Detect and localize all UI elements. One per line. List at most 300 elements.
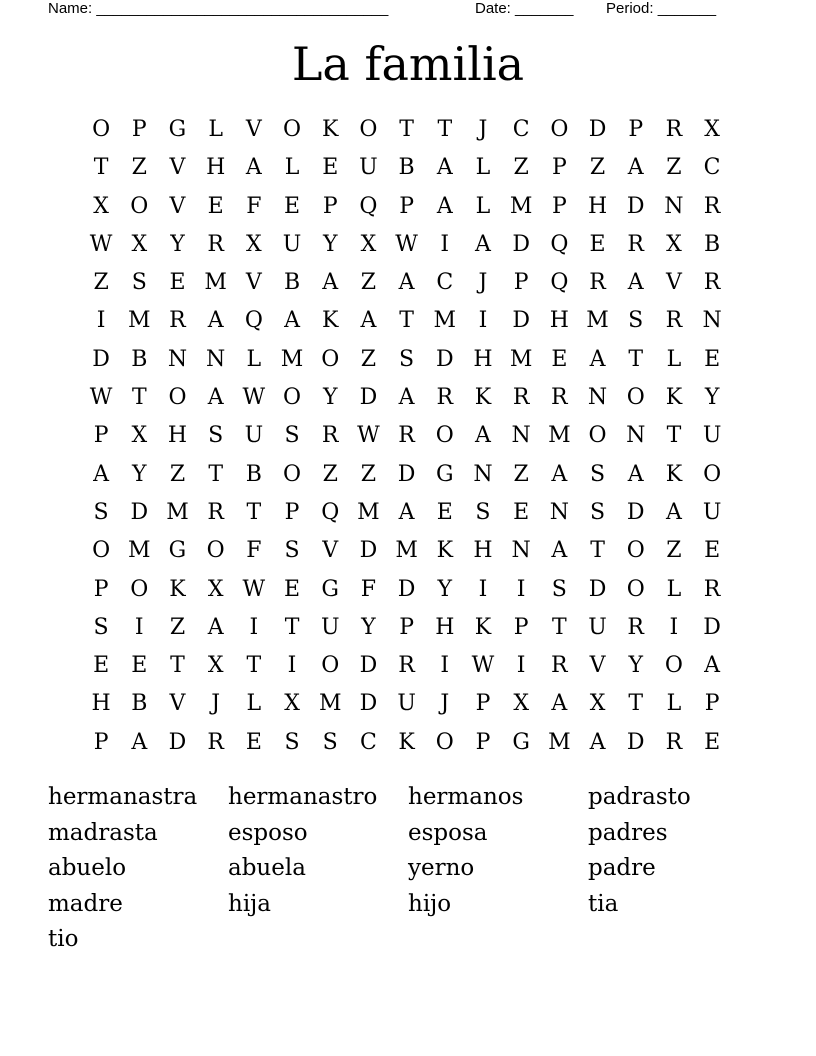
grid-letter[interactable]: T bbox=[246, 499, 262, 525]
grid-letter[interactable]: I bbox=[440, 653, 450, 679]
grid-letter[interactable]: W bbox=[357, 423, 380, 449]
grid-letter[interactable]: T bbox=[399, 308, 414, 334]
grid-letter[interactable]: A bbox=[436, 155, 453, 181]
grid-letter[interactable]: A bbox=[398, 385, 415, 411]
grid-letter[interactable]: O bbox=[664, 653, 683, 679]
word-list-item: abuela bbox=[228, 855, 306, 881]
grid-letter[interactable]: I bbox=[440, 231, 450, 257]
grid-letter[interactable]: T bbox=[628, 346, 644, 372]
grid-letter[interactable]: X bbox=[704, 117, 720, 142]
grid-letter[interactable]: A bbox=[436, 193, 453, 219]
grid-letter[interactable]: U bbox=[397, 691, 416, 717]
grid-letter[interactable]: O bbox=[206, 538, 225, 564]
grid-letter[interactable]: X bbox=[360, 231, 377, 257]
grid-letter[interactable]: Q bbox=[550, 270, 569, 296]
grid-letter[interactable]: L bbox=[208, 117, 223, 142]
grid-letter[interactable]: S bbox=[131, 270, 147, 296]
grid-letter[interactable]: D bbox=[397, 576, 416, 602]
grid-letter[interactable]: S bbox=[475, 499, 491, 525]
grid-letter[interactable]: I bbox=[134, 614, 144, 640]
grid-letter[interactable]: D bbox=[703, 614, 721, 640]
grid-letter[interactable]: T bbox=[284, 614, 300, 640]
grid-letter[interactable]: Z bbox=[666, 155, 682, 181]
grid-letter[interactable]: I bbox=[478, 308, 488, 334]
grid-letter[interactable]: Z bbox=[360, 346, 377, 372]
grid-letter[interactable]: G bbox=[435, 461, 454, 487]
word-list-item: hermanastro bbox=[228, 784, 378, 810]
grid-letter[interactable]: W bbox=[242, 385, 266, 411]
grid-letter[interactable]: U bbox=[702, 499, 722, 525]
grid-letter[interactable]: O bbox=[92, 117, 111, 142]
grid-letter[interactable]: I bbox=[287, 653, 297, 679]
grid-letter[interactable]: Y bbox=[132, 461, 147, 487]
grid-letter[interactable]: O bbox=[359, 117, 378, 142]
grid-row bbox=[82, 456, 731, 494]
grid-letter[interactable]: T bbox=[93, 155, 109, 181]
grid-letter[interactable]: R bbox=[665, 729, 683, 755]
grid-letter[interactable]: J bbox=[478, 270, 488, 296]
grid-letter[interactable]: P bbox=[551, 155, 567, 181]
grid-letter[interactable]: T bbox=[399, 117, 414, 142]
grid-letter[interactable]: D bbox=[168, 729, 187, 755]
grid-letter[interactable]: K bbox=[322, 117, 339, 142]
grid-letter[interactable]: U bbox=[588, 614, 607, 640]
name-field[interactable]: Name: ___________________________________ bbox=[48, 0, 389, 17]
grid-letter[interactable]: A bbox=[398, 499, 415, 525]
grid-letter[interactable]: E bbox=[704, 346, 721, 372]
grid-letter[interactable]: M bbox=[433, 308, 457, 334]
grid-letter[interactable]: Z bbox=[589, 155, 606, 181]
grid-letter[interactable]: V bbox=[169, 193, 186, 219]
grid-letter[interactable]: M bbox=[548, 423, 571, 449]
grid-letter[interactable]: P bbox=[284, 499, 300, 525]
grid-letter[interactable]: U bbox=[359, 155, 378, 181]
grid-letter[interactable]: E bbox=[169, 270, 186, 296]
grid-letter[interactable]: I bbox=[516, 653, 526, 679]
grid-letter[interactable]: R bbox=[398, 423, 415, 449]
grid-letter[interactable]: F bbox=[246, 193, 262, 219]
grid-letter[interactable]: I bbox=[249, 614, 259, 640]
grid-letter[interactable]: K bbox=[474, 385, 492, 411]
grid-letter[interactable]: T bbox=[131, 385, 147, 411]
grid-letter[interactable]: A bbox=[627, 270, 644, 296]
grid-letter[interactable]: W bbox=[89, 385, 113, 411]
grid-letter[interactable]: O bbox=[168, 385, 187, 411]
grid-letter[interactable]: L bbox=[475, 155, 491, 181]
grid-letter[interactable]: A bbox=[360, 308, 377, 334]
grid-letter[interactable]: F bbox=[360, 576, 377, 602]
grid-letter[interactable]: R bbox=[627, 614, 644, 640]
grid-letter[interactable]: E bbox=[589, 231, 606, 257]
grid-letter[interactable]: V bbox=[589, 653, 606, 679]
grid-letter[interactable]: T bbox=[628, 691, 644, 717]
date-field[interactable]: Date: _______ bbox=[475, 0, 574, 17]
grid-letter[interactable]: M bbox=[128, 538, 151, 564]
grid-letter[interactable]: I bbox=[516, 576, 526, 602]
grid-letter[interactable]: R bbox=[207, 729, 224, 755]
grid-letter[interactable]: O bbox=[283, 385, 302, 411]
grid-letter[interactable]: Q bbox=[550, 231, 569, 257]
grid-letter[interactable]: A bbox=[131, 729, 148, 755]
grid-letter[interactable]: Z bbox=[360, 270, 377, 296]
grid-letter[interactable]: G bbox=[168, 538, 187, 564]
grid-letter[interactable]: E bbox=[436, 499, 453, 525]
grid-row bbox=[82, 188, 731, 226]
grid-letter[interactable]: T bbox=[170, 653, 185, 679]
grid-letter[interactable]: D bbox=[588, 117, 607, 142]
grid-letter[interactable]: X bbox=[207, 653, 224, 679]
grid-letter[interactable]: E bbox=[704, 729, 721, 755]
grid-letter[interactable]: S bbox=[208, 423, 224, 449]
grid-letter[interactable]: N bbox=[587, 385, 608, 411]
grid-letter[interactable]: M bbox=[509, 193, 533, 219]
grid-letter[interactable]: V bbox=[245, 270, 262, 296]
grid-letter[interactable]: G bbox=[168, 117, 187, 142]
grid-letter[interactable]: A bbox=[322, 270, 339, 296]
grid-letter[interactable]: S bbox=[589, 461, 606, 487]
grid-letter[interactable]: M bbox=[128, 308, 151, 334]
grid-letter[interactable]: X bbox=[666, 231, 682, 257]
grid-letter[interactable]: D bbox=[359, 691, 378, 717]
grid-letter[interactable]: N bbox=[473, 461, 493, 487]
grid-letter[interactable]: Z bbox=[93, 270, 109, 296]
grid-letter[interactable]: Z bbox=[513, 461, 529, 487]
grid-letter[interactable]: P bbox=[131, 117, 147, 142]
grid-letter[interactable]: R bbox=[169, 308, 186, 334]
grid-letter[interactable]: P bbox=[399, 614, 414, 640]
grid-letter[interactable]: L bbox=[666, 691, 682, 717]
grid-letter[interactable]: R bbox=[321, 423, 339, 449]
grid-letter[interactable]: V bbox=[665, 270, 682, 296]
grid-letter[interactable]: S bbox=[551, 576, 567, 602]
grid-letter[interactable]: V bbox=[322, 538, 339, 564]
grid-letter[interactable]: Y bbox=[361, 614, 376, 640]
grid-letter[interactable]: C bbox=[703, 155, 721, 181]
grid-letter[interactable]: A bbox=[207, 385, 224, 411]
grid-letter[interactable]: M bbox=[166, 499, 189, 525]
grid-letter[interactable]: M bbox=[509, 346, 533, 372]
grid-letter[interactable]: S bbox=[284, 423, 300, 449]
grid-letter[interactable]: K bbox=[474, 614, 492, 640]
grid-letter[interactable]: J bbox=[211, 691, 221, 717]
word-search-grid bbox=[82, 111, 731, 762]
grid-letter[interactable]: E bbox=[131, 653, 148, 679]
grid-letter[interactable]: R bbox=[436, 385, 454, 411]
grid-letter[interactable]: M bbox=[318, 691, 342, 717]
grid-letter[interactable]: Z bbox=[360, 461, 377, 487]
grid-letter[interactable]: R bbox=[551, 385, 568, 411]
grid-letter[interactable]: Y bbox=[437, 576, 453, 602]
grid-letter[interactable]: Y bbox=[322, 231, 338, 257]
grid-letter[interactable]: E bbox=[93, 653, 110, 679]
grid-letter[interactable]: N bbox=[626, 423, 646, 449]
grid-letter[interactable]: E bbox=[207, 193, 224, 219]
period-field[interactable]: Period: _______ bbox=[606, 0, 717, 17]
grid-letter[interactable]: K bbox=[436, 538, 453, 564]
grid-letter[interactable]: P bbox=[322, 193, 338, 219]
grid-letter[interactable]: Q bbox=[244, 308, 263, 334]
grid-letter[interactable]: A bbox=[207, 308, 224, 334]
grid-letter[interactable]: X bbox=[131, 423, 148, 449]
grid-letter[interactable]: N bbox=[206, 346, 226, 372]
grid-letter[interactable]: R bbox=[551, 653, 568, 679]
grid-letter[interactable]: H bbox=[167, 423, 188, 449]
grid-letter[interactable]: V bbox=[169, 155, 186, 181]
grid-letter[interactable]: A bbox=[284, 308, 300, 334]
grid-letter[interactable]: Q bbox=[359, 193, 378, 219]
grid-letter[interactable]: H bbox=[549, 308, 569, 334]
grid-letter[interactable]: R bbox=[703, 270, 721, 296]
grid-letter[interactable]: I bbox=[669, 614, 679, 640]
grid-letter[interactable]: D bbox=[512, 231, 530, 257]
grid-letter[interactable]: E bbox=[284, 576, 301, 602]
grid-letter[interactable]: Y bbox=[170, 231, 185, 257]
grid-letter[interactable]: T bbox=[552, 614, 567, 640]
grid-letter[interactable]: P bbox=[513, 270, 529, 296]
grid-letter[interactable]: J bbox=[478, 117, 488, 142]
grid-letter[interactable]: D bbox=[359, 538, 378, 564]
grid-letter[interactable]: C bbox=[436, 270, 454, 296]
grid-letter[interactable]: H bbox=[473, 346, 493, 372]
grid-letter[interactable]: T bbox=[437, 117, 453, 142]
grid-letter[interactable]: X bbox=[93, 193, 109, 219]
grid-letter[interactable]: O bbox=[321, 346, 340, 372]
grid-letter[interactable]: Z bbox=[666, 538, 682, 564]
grid-letter[interactable]: M bbox=[395, 538, 418, 564]
grid-letter[interactable]: L bbox=[666, 576, 682, 602]
grid-letter[interactable]: P bbox=[628, 117, 644, 142]
grid-letter[interactable]: R bbox=[398, 653, 415, 679]
grid-letter[interactable]: D bbox=[626, 729, 645, 755]
grid-letter[interactable]: A bbox=[551, 691, 568, 717]
grid-letter[interactable]: B bbox=[398, 155, 415, 181]
grid-letter[interactable]: A bbox=[475, 423, 491, 449]
grid-letter[interactable]: H bbox=[435, 614, 455, 640]
grid-letter[interactable]: O bbox=[550, 117, 569, 142]
grid-letter[interactable]: H bbox=[473, 538, 493, 564]
grid-letter[interactable]: P bbox=[93, 423, 109, 449]
grid-letter[interactable]: B bbox=[131, 691, 148, 717]
grid-letter[interactable]: W bbox=[242, 576, 266, 602]
grid-letter[interactable]: M bbox=[548, 729, 571, 755]
grid-letter[interactable]: O bbox=[130, 576, 149, 602]
grid-letter[interactable]: B bbox=[245, 461, 262, 487]
grid-letter[interactable]: T bbox=[208, 461, 223, 487]
grid-letter[interactable]: U bbox=[282, 231, 302, 257]
grid-letter[interactable]: U bbox=[320, 614, 340, 640]
grid-letter[interactable]: A bbox=[245, 155, 262, 181]
grid-letter[interactable]: L bbox=[246, 691, 262, 717]
grid-letter[interactable]: D bbox=[626, 499, 645, 525]
grid-letter[interactable]: H bbox=[206, 155, 226, 181]
grid-letter[interactable]: R bbox=[512, 385, 530, 411]
grid-letter[interactable]: S bbox=[284, 538, 300, 564]
grid-letter[interactable]: O bbox=[435, 423, 454, 449]
grid-letter[interactable]: R bbox=[207, 499, 224, 525]
grid-letter[interactable]: B bbox=[131, 346, 148, 372]
grid-letter[interactable]: O bbox=[626, 385, 645, 411]
grid-letter[interactable]: J bbox=[440, 691, 450, 717]
grid-letter[interactable]: Y bbox=[322, 385, 338, 411]
grid-letter[interactable]: D bbox=[359, 385, 378, 411]
grid-letter[interactable]: I bbox=[478, 576, 488, 602]
grid-letter[interactable]: A bbox=[93, 461, 110, 487]
grid-letter[interactable]: A bbox=[665, 499, 682, 525]
grid-letter[interactable]: K bbox=[398, 729, 415, 755]
grid-letter[interactable]: X bbox=[246, 231, 262, 257]
grid-letter[interactable]: A bbox=[551, 538, 568, 564]
grid-letter[interactable]: A bbox=[475, 231, 491, 257]
grid-letter[interactable]: P bbox=[704, 691, 720, 717]
grid-letter[interactable]: W bbox=[395, 231, 418, 257]
grid-letter[interactable]: Q bbox=[321, 499, 340, 525]
grid-letter[interactable]: T bbox=[666, 423, 682, 449]
grid-letter[interactable]: E bbox=[551, 346, 568, 372]
grid-letter[interactable]: O bbox=[92, 538, 111, 564]
grid-letter[interactable]: D bbox=[359, 653, 378, 679]
grid-letter[interactable]: N bbox=[664, 193, 684, 219]
grid-letter[interactable]: O bbox=[130, 193, 149, 219]
grid-letter[interactable]: P bbox=[475, 691, 491, 717]
grid-letter[interactable]: X bbox=[513, 691, 529, 717]
grid-letter[interactable]: O bbox=[321, 653, 340, 679]
grid-letter[interactable]: M bbox=[280, 346, 304, 372]
grid-letter[interactable]: O bbox=[283, 117, 302, 142]
grid-letter[interactable]: E bbox=[704, 538, 721, 564]
grid-letter[interactable]: S bbox=[284, 729, 300, 755]
grid-letter[interactable]: Z bbox=[513, 155, 529, 181]
grid-letter[interactable]: O bbox=[588, 423, 607, 449]
grid-letter[interactable]: K bbox=[665, 385, 683, 411]
grid-letter[interactable]: R bbox=[589, 270, 606, 296]
grid-letter[interactable]: O bbox=[626, 576, 645, 602]
grid-letter[interactable]: O bbox=[626, 538, 645, 564]
grid-letter[interactable]: D bbox=[397, 461, 416, 487]
grid-letter[interactable]: R bbox=[207, 231, 224, 257]
grid-letter[interactable]: H bbox=[91, 691, 111, 717]
grid-letter[interactable]: P bbox=[399, 193, 414, 219]
grid-letter[interactable]: A bbox=[627, 155, 644, 181]
grid-letter[interactable]: E bbox=[513, 499, 530, 525]
grid-letter[interactable]: D bbox=[588, 576, 607, 602]
grid-letter[interactable]: E bbox=[284, 193, 301, 219]
grid-letter[interactable]: U bbox=[702, 423, 722, 449]
grid-letter[interactable]: Y bbox=[628, 653, 643, 679]
grid-letter[interactable]: D bbox=[512, 308, 530, 334]
word-list-item: tio bbox=[48, 926, 79, 952]
grid-letter[interactable]: R bbox=[703, 193, 721, 219]
grid-letter[interactable]: I bbox=[96, 308, 106, 334]
grid-letter[interactable]: N bbox=[167, 346, 188, 372]
grid-letter[interactable]: U bbox=[244, 423, 264, 449]
grid-letter[interactable]: D bbox=[435, 346, 454, 372]
grid-letter[interactable]: N bbox=[511, 538, 531, 564]
word-list-item: padre bbox=[588, 855, 656, 881]
grid-letter[interactable]: P bbox=[513, 614, 529, 640]
grid-letter[interactable]: C bbox=[359, 729, 377, 755]
grid-letter[interactable]: A bbox=[589, 346, 606, 372]
grid-letter[interactable]: E bbox=[245, 729, 262, 755]
grid-letter[interactable]: H bbox=[587, 193, 608, 219]
grid-letter[interactable]: P bbox=[93, 576, 109, 602]
grid-letter[interactable]: X bbox=[207, 576, 224, 602]
grid-letter[interactable]: M bbox=[204, 270, 227, 296]
grid-letter[interactable]: X bbox=[589, 691, 606, 717]
grid-letter[interactable]: W bbox=[89, 231, 113, 257]
grid-letter[interactable]: K bbox=[169, 576, 186, 602]
grid-letter[interactable]: A bbox=[551, 461, 568, 487]
grid-letter[interactable]: Z bbox=[169, 461, 186, 487]
grid-letter[interactable]: G bbox=[321, 576, 339, 602]
grid-letter[interactable]: V bbox=[245, 117, 262, 142]
grid-letter[interactable]: N bbox=[511, 423, 531, 449]
grid-letter[interactable]: T bbox=[246, 653, 262, 679]
grid-letter[interactable]: L bbox=[246, 346, 262, 372]
grid-letter[interactable]: M bbox=[586, 308, 609, 334]
grid-letter[interactable]: S bbox=[628, 308, 644, 334]
grid-letter[interactable]: S bbox=[322, 729, 338, 755]
grid-letter[interactable]: K bbox=[322, 308, 339, 334]
grid-letter[interactable]: V bbox=[169, 691, 186, 717]
grid-letter[interactable]: L bbox=[666, 346, 682, 372]
grid-letter[interactable]: O bbox=[283, 461, 302, 487]
grid-letter[interactable]: Z bbox=[322, 461, 338, 487]
grid-letter[interactable]: L bbox=[284, 155, 300, 181]
grid-letter[interactable]: P bbox=[551, 193, 567, 219]
grid-letter[interactable]: O bbox=[703, 461, 722, 487]
grid-letter[interactable]: Z bbox=[169, 614, 186, 640]
grid-letter[interactable]: M bbox=[357, 499, 380, 525]
grid-letter[interactable]: R bbox=[627, 231, 644, 257]
grid-letter[interactable]: A bbox=[398, 270, 415, 296]
grid-letter[interactable]: D bbox=[130, 499, 149, 525]
grid-letter[interactable]: A bbox=[627, 461, 644, 487]
grid-letter[interactable]: N bbox=[702, 308, 722, 334]
grid-letter[interactable]: G bbox=[512, 729, 530, 755]
grid-letter[interactable]: X bbox=[284, 691, 300, 717]
grid-letter[interactable]: S bbox=[589, 499, 606, 525]
grid-letter[interactable]: C bbox=[512, 117, 530, 142]
grid-letter[interactable]: B bbox=[704, 231, 721, 257]
grid-letter[interactable]: D bbox=[92, 346, 110, 372]
grid-letter[interactable]: K bbox=[665, 461, 683, 487]
grid-letter[interactable]: L bbox=[475, 193, 491, 219]
grid-letter[interactable]: S bbox=[399, 346, 415, 372]
grid-letter[interactable]: R bbox=[703, 576, 721, 602]
grid-letter[interactable]: Y bbox=[704, 385, 720, 411]
grid-letter[interactable]: W bbox=[471, 653, 495, 679]
grid-letter[interactable]: Z bbox=[131, 155, 147, 181]
grid-letter[interactable]: D bbox=[626, 193, 645, 219]
grid-letter[interactable]: X bbox=[131, 231, 148, 257]
grid-letter[interactable]: S bbox=[93, 499, 109, 525]
word-list-item: hermanos bbox=[408, 784, 524, 810]
grid-letter[interactable]: F bbox=[246, 538, 262, 564]
grid-letter[interactable]: B bbox=[283, 270, 301, 296]
grid-letter[interactable]: R bbox=[665, 117, 683, 142]
grid-letter[interactable]: O bbox=[435, 729, 454, 755]
grid-letter[interactable]: A bbox=[207, 614, 224, 640]
grid-letter[interactable]: N bbox=[549, 499, 569, 525]
grid-letter[interactable]: P bbox=[93, 729, 109, 755]
grid-letter[interactable]: T bbox=[590, 538, 605, 564]
grid-letter[interactable]: A bbox=[589, 729, 606, 755]
grid-letter[interactable]: P bbox=[475, 729, 491, 755]
grid-letter[interactable]: S bbox=[93, 614, 109, 640]
grid-letter[interactable]: E bbox=[322, 155, 339, 181]
grid-letter[interactable]: R bbox=[665, 308, 683, 334]
grid-letter[interactable]: A bbox=[704, 653, 721, 679]
